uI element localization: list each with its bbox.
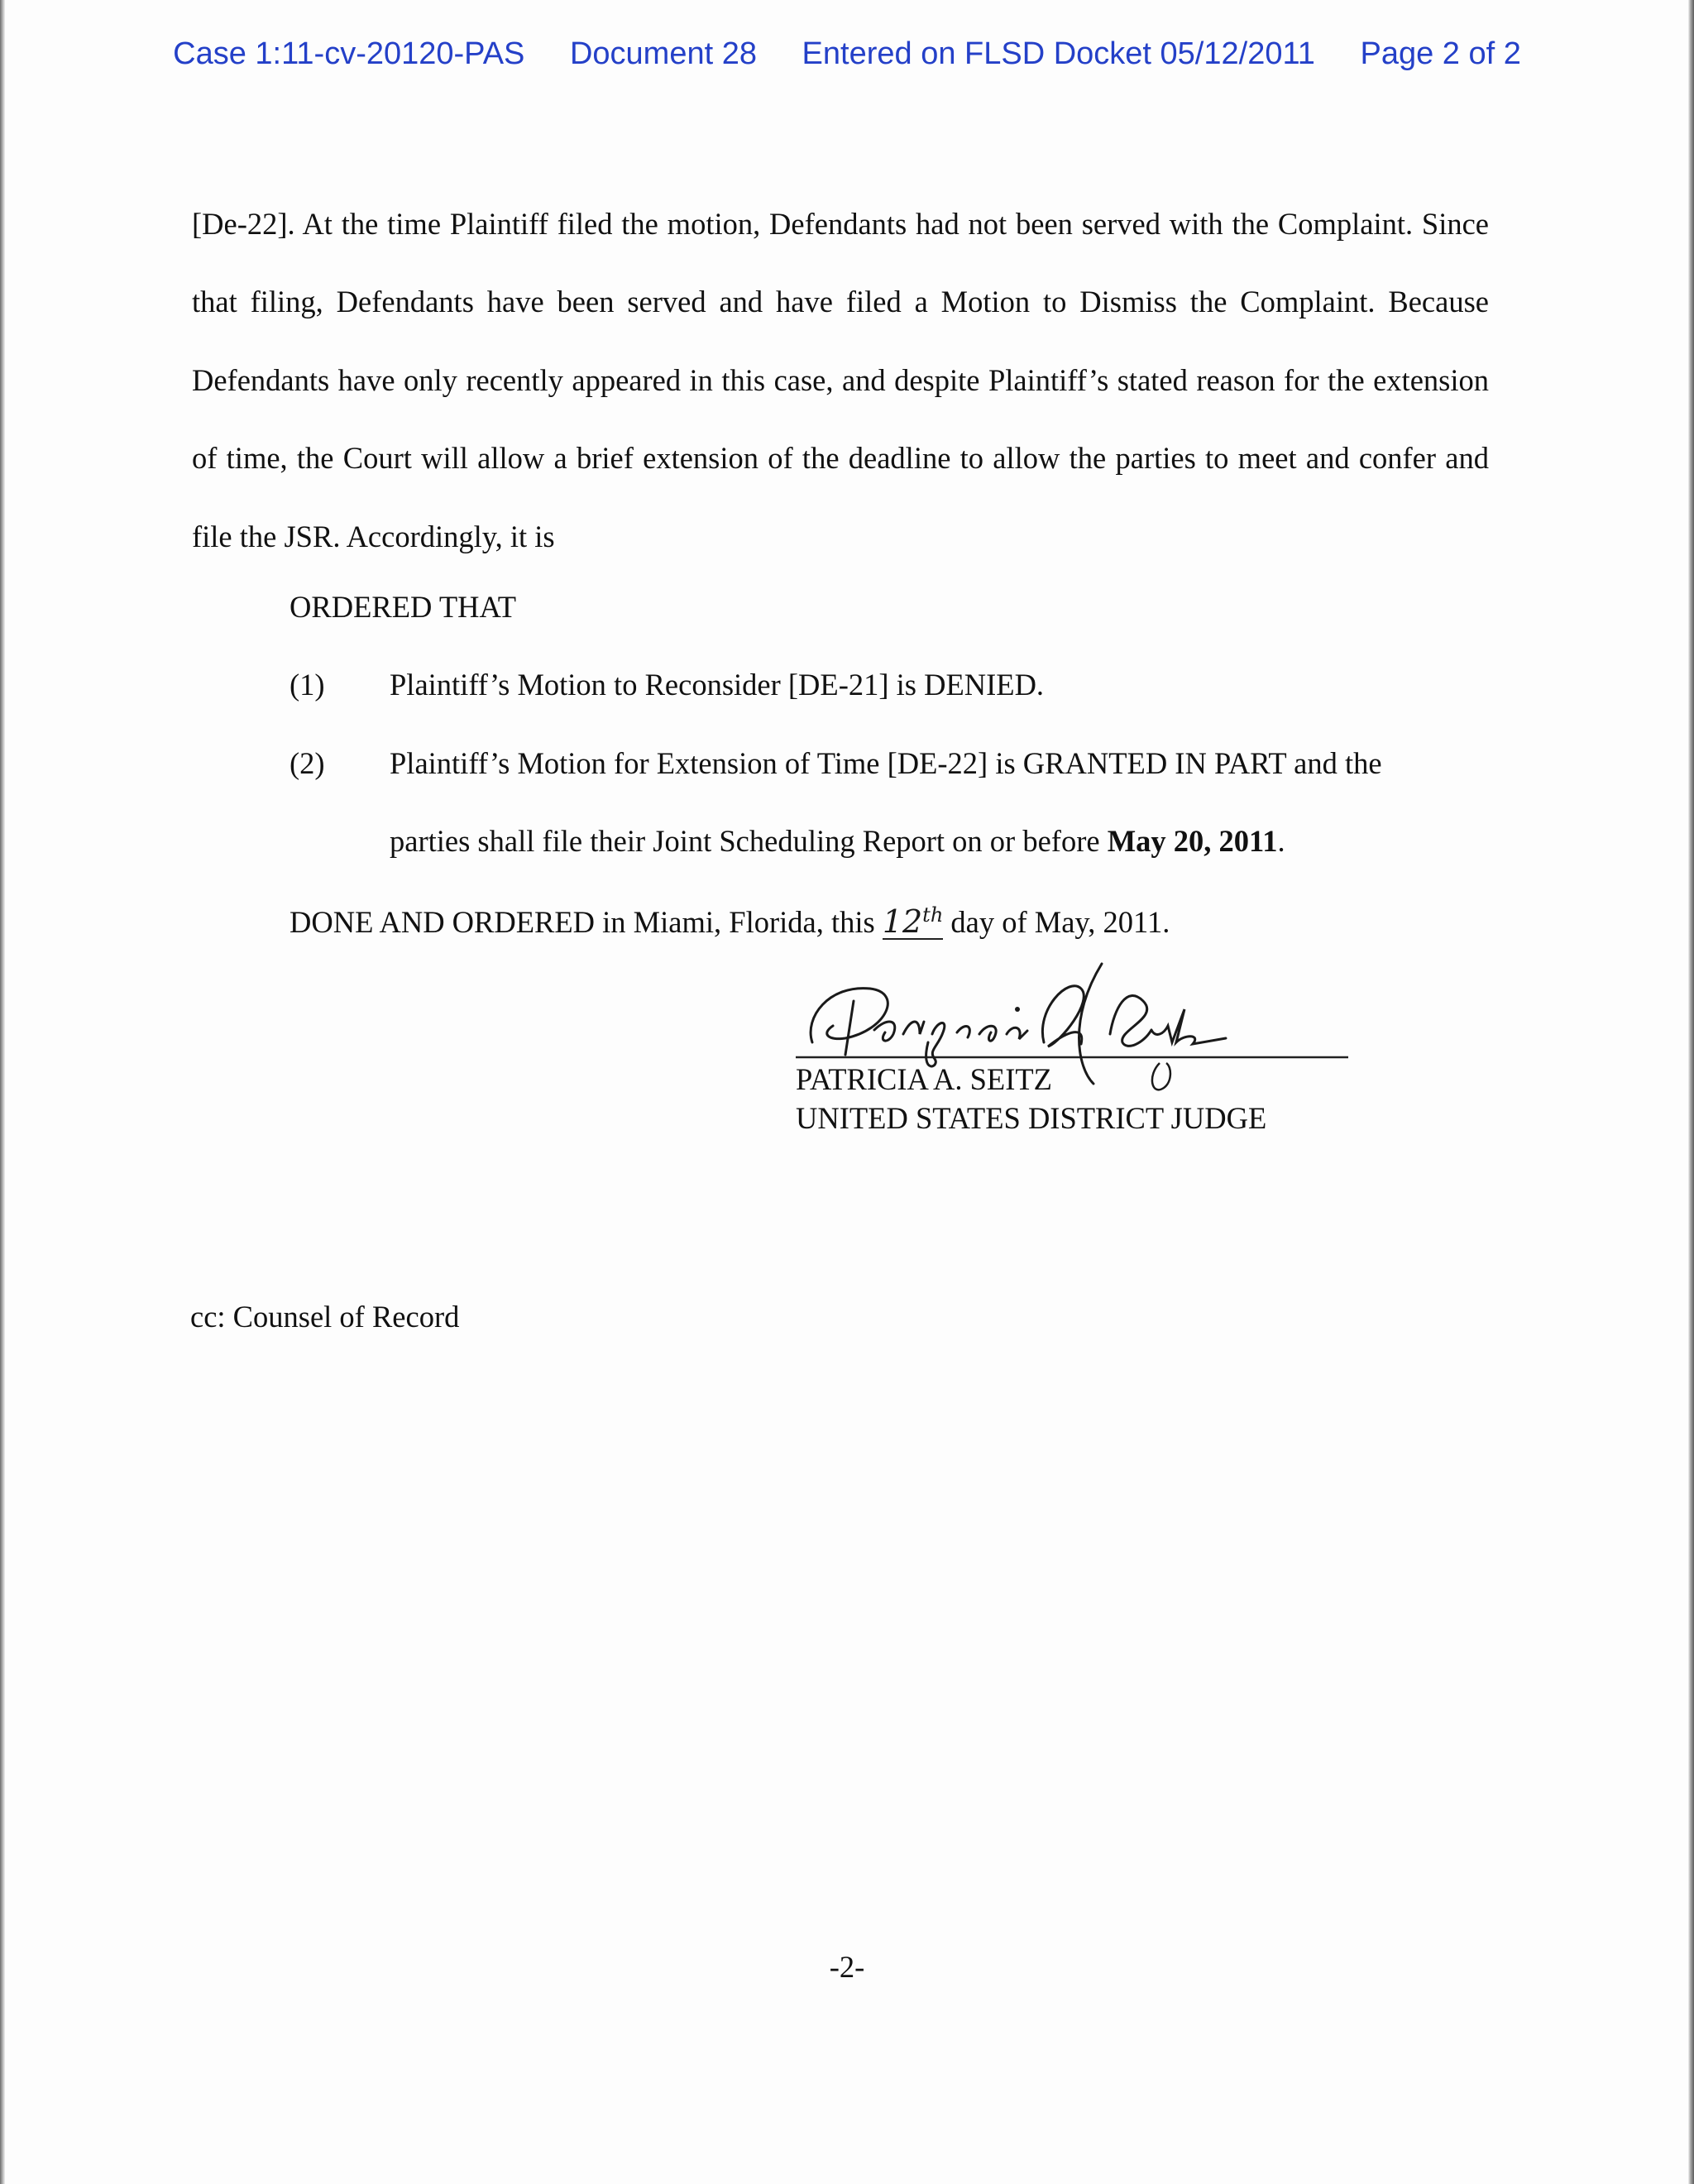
handwritten-suffix: th [922, 903, 944, 927]
done-pre: DONE AND ORDERED in Miami, Florida, this [290, 905, 875, 939]
header-case: Case 1:11-cv-20120-PAS [173, 36, 525, 71]
signature-block [796, 951, 1358, 1150]
deadline-date: May 20, 2011 [1107, 824, 1278, 858]
signature-first-name [811, 989, 1027, 1066]
item-2-text-line1: Plaintiff’s Motion for Extension of Time [DE-22] is GRANTED IN PART and the [390, 746, 1382, 780]
body-paragraph: [De-22]. At the time Plaintiff filed the motion, Defendants had not been served with the Complaint. Since that filing, Defendants have been served and have filed a Motion to Dismiss the Complaint. Because Defendants have only recently appeared in this case, and despite Plaintiff’s stated reason for the extension of time, the Court will allow a brief extension of the deadline to allow the parties to meet and confer and file the JSR. Accordingly, it is [192, 207, 1489, 553]
item-2-pre: parties shall file their Joint Scheduling Report on or before [390, 824, 1108, 858]
order-body [192, 185, 1489, 576]
judge-name: PATRICIA A. SEITZ [796, 1062, 1052, 1096]
ordered-heading: ORDERED THAT [290, 590, 517, 624]
handwritten-day: 12 [882, 903, 923, 940]
header-page: Page 2 of 2 [1360, 36, 1521, 71]
header-document: Document 28 [569, 36, 757, 71]
day-blank [883, 905, 943, 940]
docket-header [0, 36, 1694, 72]
cc-line: cc: Counsel of Record [190, 1300, 460, 1334]
item-1-number: (1) [290, 668, 325, 702]
scan-edge-left [0, 0, 5, 2184]
scan-edge-right [1688, 0, 1694, 2184]
item-2-text-line2 [390, 823, 1285, 859]
header-entered: Entered on FLSD Docket 05/12/2011 [802, 36, 1315, 71]
item-2-number: (2) [290, 746, 325, 780]
judge-title: UNITED STATES DISTRICT JUDGE [796, 1101, 1267, 1135]
item-2-post: . [1277, 824, 1285, 858]
done-and-ordered-line [290, 904, 1170, 940]
item-1-text: Plaintiff’s Motion to Reconsider [DE-21] is DENIED. [390, 668, 1045, 702]
signature-last-name [1042, 964, 1226, 1084]
done-post: day of May, 2011. [950, 905, 1170, 939]
page-number: -2- [829, 1950, 865, 1984]
